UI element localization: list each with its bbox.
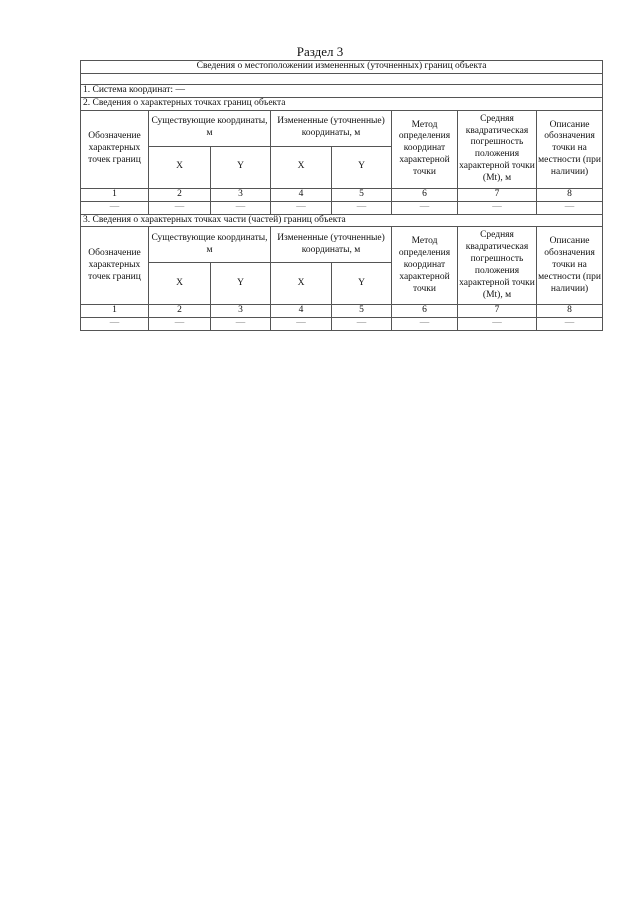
boundaries-table xyxy=(80,60,603,331)
section-3-form xyxy=(80,60,602,331)
header-changed-coords: Измененные (уточненные) координаты, м xyxy=(271,227,392,263)
table-cell: — xyxy=(332,201,392,214)
column-number: 1 xyxy=(81,305,149,318)
table-row xyxy=(81,318,603,331)
header-designation: Обозначение характерных точек границ xyxy=(81,110,149,188)
column-number: 2 xyxy=(149,188,211,201)
table-cell: — xyxy=(149,201,211,214)
header-mse: Средняя квадратическая погрешность положения характерной точки (Mt), м xyxy=(458,110,537,188)
column-number: 1 xyxy=(81,188,149,201)
column-number: 5 xyxy=(332,305,392,318)
column-number-row xyxy=(81,305,603,318)
table-cell: — xyxy=(271,201,332,214)
table-cell: — xyxy=(332,318,392,331)
column-number-row xyxy=(81,188,603,201)
section-heading: Сведения о местоположении измененных (уточненных) границ объекта xyxy=(81,61,603,74)
coordinate-system-label: 1. Система координат: — xyxy=(81,85,603,98)
table-cell: — xyxy=(458,201,537,214)
table-cell: — xyxy=(392,201,458,214)
column-number: 4 xyxy=(271,305,332,318)
header-description: Описание обозначения точки на местности (при наличии) xyxy=(537,227,603,305)
table-cell: — xyxy=(537,318,603,331)
column-number: 7 xyxy=(458,305,537,318)
column-number: 3 xyxy=(211,305,271,318)
column-number: 8 xyxy=(537,305,603,318)
table-cell: — xyxy=(211,318,271,331)
column-number: 8 xyxy=(537,188,603,201)
table-cell: — xyxy=(392,318,458,331)
table-cell: — xyxy=(149,318,211,331)
header-x: X xyxy=(149,146,211,188)
header-y: Y xyxy=(332,146,392,188)
table1-title: 2. Сведения о характерных точках границ объекта xyxy=(81,97,603,110)
table-cell: — xyxy=(458,318,537,331)
header-description: Описание обозначения точки на местности (при наличии) xyxy=(537,110,603,188)
header-existing-coords: Существующие координаты, м xyxy=(149,110,271,146)
header-existing-coords: Существующие координаты, м xyxy=(149,227,271,263)
header-y: Y xyxy=(332,263,392,305)
header-x: X xyxy=(149,263,211,305)
column-number: 6 xyxy=(392,188,458,201)
header-method: Метод определения координат характерной точки xyxy=(392,227,458,305)
column-number: 7 xyxy=(458,188,537,201)
column-number: 5 xyxy=(332,188,392,201)
table-cell: — xyxy=(211,201,271,214)
header-method: Метод определения координат характерной точки xyxy=(392,110,458,188)
header-changed-coords: Измененные (уточненные) координаты, м xyxy=(271,110,392,146)
header-x: X xyxy=(271,263,332,305)
column-number: 6 xyxy=(392,305,458,318)
column-number: 4 xyxy=(271,188,332,201)
table2-title: 3. Сведения о характерных точках части (частей) границ объекта xyxy=(81,214,603,227)
blank-row xyxy=(81,74,603,85)
header-y: Y xyxy=(211,146,271,188)
page-title: Раздел 3 xyxy=(296,44,344,59)
header-mse: Средняя квадратическая погрешность положения характерной точки (Mt), м xyxy=(458,227,537,305)
table-cell: — xyxy=(81,318,149,331)
table-cell: — xyxy=(271,318,332,331)
column-number: 2 xyxy=(149,305,211,318)
header-y: Y xyxy=(211,263,271,305)
table-row xyxy=(81,201,603,214)
column-number: 3 xyxy=(211,188,271,201)
header-designation: Обозначение характерных точек границ xyxy=(81,227,149,305)
table-cell: — xyxy=(537,201,603,214)
table-cell: — xyxy=(81,201,149,214)
header-x: X xyxy=(271,146,332,188)
